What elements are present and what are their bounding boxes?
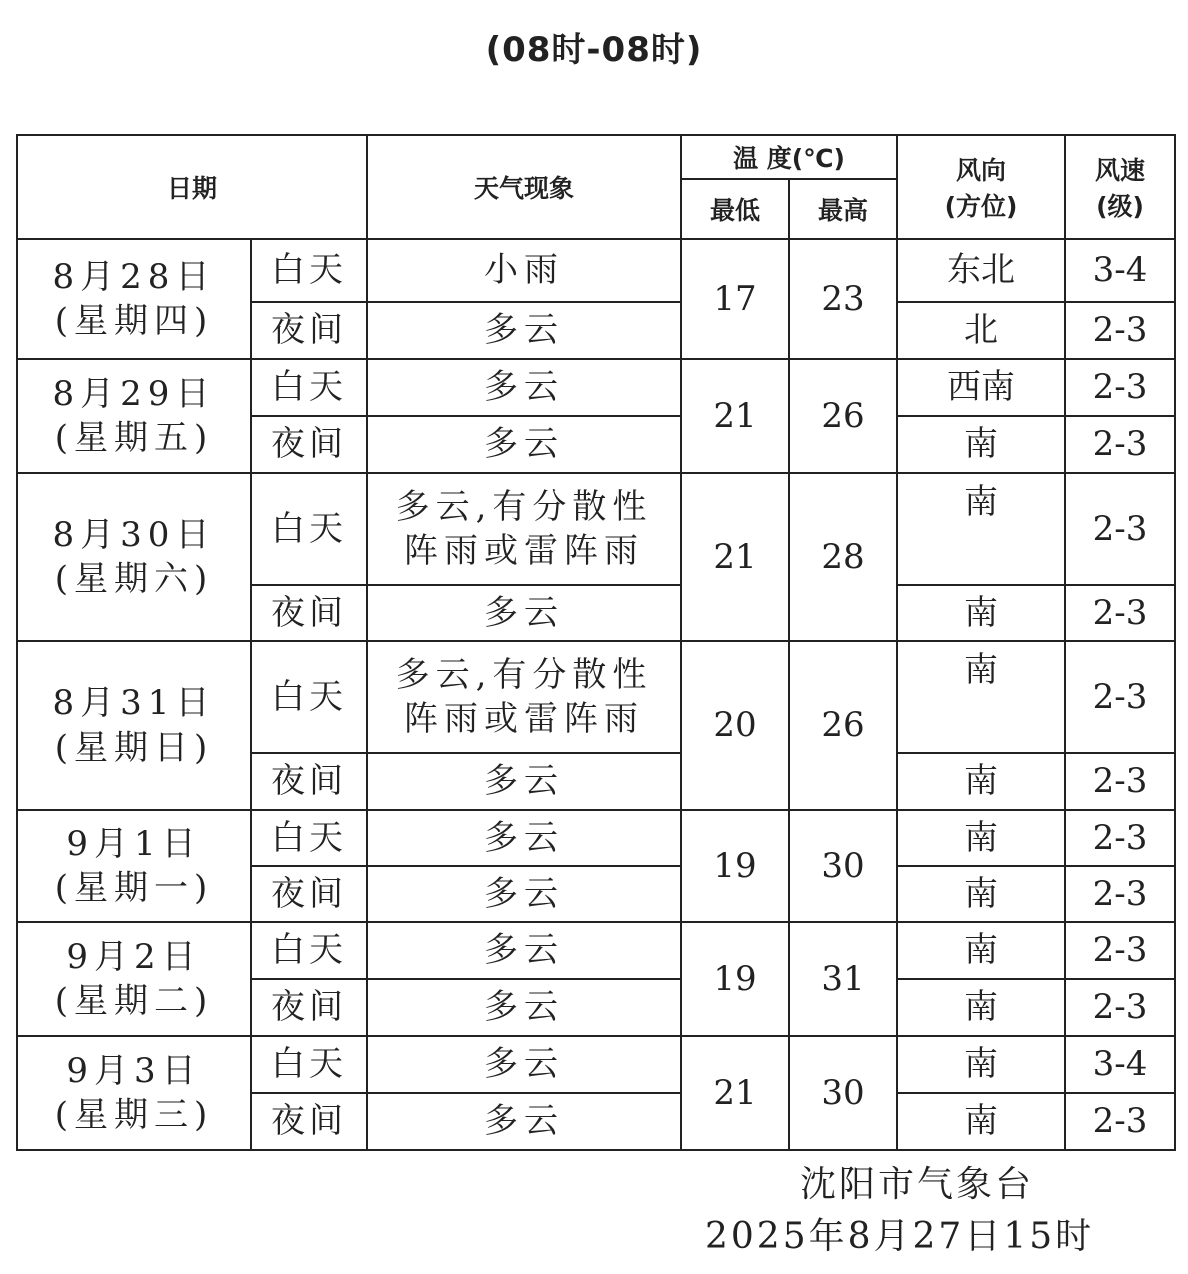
weather-cell: 多云	[367, 585, 681, 641]
wind-speed-cell: 2-3	[1065, 416, 1175, 473]
table-row	[17, 922, 1175, 979]
weather-cell: 多云	[367, 753, 681, 810]
max-temp-cell: 23	[789, 239, 897, 359]
max-temp-cell: 26	[789, 641, 897, 810]
period-night: 夜间	[251, 866, 367, 922]
period-night: 夜间	[251, 979, 367, 1036]
wind-speed-cell: 2-3	[1065, 359, 1175, 416]
wind-speed-cell: 2-3	[1065, 585, 1175, 641]
weekday-text: (星期四)	[54, 301, 214, 341]
period-night: 夜间	[251, 753, 367, 810]
min-temp-cell: 17	[681, 239, 789, 359]
weather-cell	[367, 641, 681, 753]
weather-cell: 多云	[367, 979, 681, 1036]
date-cell	[17, 922, 251, 1036]
date-text: 8月30日	[52, 514, 216, 555]
period-day: 白天	[251, 810, 367, 866]
weather-cell: 多云	[367, 359, 681, 416]
issuer-org: 沈阳市气象台	[800, 1164, 1035, 1205]
period-night: 夜间	[251, 416, 367, 473]
wind-direction-cell: 南	[897, 753, 1065, 810]
period-day: 白天	[251, 359, 367, 416]
weather-cell: 多云	[367, 1036, 681, 1093]
weather-cell	[367, 473, 681, 585]
period-day: 白天	[251, 922, 367, 979]
wind-speed-cell: 3-4	[1065, 1036, 1175, 1093]
min-temp-cell: 19	[681, 922, 789, 1036]
weather-cell: 多云	[367, 922, 681, 979]
weather-cell: 多云	[367, 810, 681, 866]
wind-direction-cell: 南	[897, 866, 1065, 922]
weekday-text: (星期日)	[54, 727, 214, 768]
table-row	[17, 359, 1175, 416]
table-row	[17, 641, 1175, 753]
date-cell	[17, 641, 251, 810]
max-temp-cell: 26	[789, 359, 897, 473]
min-temp-cell: 20	[681, 641, 789, 810]
wind-speed-cell: 2-3	[1065, 753, 1175, 810]
wind-direction-cell: 北	[897, 302, 1065, 359]
max-temp-cell: 30	[789, 810, 897, 922]
wind-direction-cell: 南	[897, 473, 1065, 585]
wind-speed-cell: 2-3	[1065, 641, 1175, 753]
header-wind-direction	[897, 135, 1065, 239]
header-min-temp: 最低	[681, 179, 789, 239]
wind-direction-cell: 南	[897, 979, 1065, 1036]
table-row	[17, 473, 1175, 585]
wind-direction-cell: 南	[897, 922, 1065, 979]
header-max-temp: 最高	[789, 179, 897, 239]
period-day: 白天	[251, 239, 367, 302]
weather-cell: 多云	[367, 866, 681, 922]
header-wind-speed-line1: 风速	[1095, 156, 1146, 185]
wind-speed-cell: 3-4	[1065, 239, 1175, 302]
max-temp-cell: 28	[789, 473, 897, 641]
date-text: 8月29日	[52, 373, 216, 414]
weather-line: 多云,有分散性	[395, 486, 653, 527]
wind-direction-cell: 南	[897, 416, 1065, 473]
wind-direction-cell: 南	[897, 810, 1065, 866]
table-row	[17, 1036, 1175, 1093]
period-day: 白天	[251, 641, 367, 753]
wind-speed-cell: 2-3	[1065, 866, 1175, 922]
min-temp-cell: 21	[681, 359, 789, 473]
weather-cell: 多云	[367, 416, 681, 473]
wind-speed-cell: 2-3	[1065, 810, 1175, 866]
header-weather: 天气现象	[367, 135, 681, 239]
date-cell	[17, 1036, 251, 1150]
weather-line: 阵雨或雷阵雨	[404, 699, 645, 739]
weekday-text: (星期二)	[54, 981, 214, 1021]
date-text: 9月3日	[66, 1050, 202, 1091]
date-cell	[17, 810, 251, 922]
wind-speed-cell: 2-3	[1065, 1093, 1175, 1150]
forecast-table	[16, 134, 1176, 1151]
wind-direction-cell: 东北	[897, 239, 1065, 302]
date-text: 9月2日	[66, 936, 202, 977]
date-cell	[17, 473, 251, 641]
table-row	[17, 239, 1175, 302]
date-text: 8月31日	[52, 683, 216, 724]
wind-speed-cell: 2-3	[1065, 979, 1175, 1036]
weekday-text: (星期六)	[54, 559, 214, 599]
wind-direction-cell: 南	[897, 585, 1065, 641]
weather-cell: 多云	[367, 302, 681, 359]
wind-direction-cell: 南	[897, 1093, 1065, 1150]
period-day: 白天	[251, 473, 367, 585]
min-temp-cell: 21	[681, 473, 789, 641]
max-temp-cell: 30	[789, 1036, 897, 1150]
wind-direction-cell: 西南	[897, 359, 1065, 416]
date-text: 9月1日	[66, 823, 202, 864]
header-wind-direction-line2: (方位)	[944, 192, 1018, 221]
weekday-text: (星期三)	[54, 1095, 214, 1135]
header-wind-direction-line1: 风向	[956, 156, 1007, 185]
period-day: 白天	[251, 1036, 367, 1093]
weekday-text: (星期一)	[54, 868, 214, 908]
wind-speed-cell: 2-3	[1065, 302, 1175, 359]
date-cell	[17, 239, 251, 359]
period-night: 夜间	[251, 302, 367, 359]
date-cell	[17, 359, 251, 473]
date-text: 8月28日	[52, 256, 216, 297]
period-night: 夜间	[251, 1093, 367, 1150]
weather-line: 阵雨或雷阵雨	[404, 531, 645, 571]
header-wind-speed	[1065, 135, 1175, 239]
min-temp-cell: 19	[681, 810, 789, 922]
min-temp-cell: 21	[681, 1036, 789, 1150]
wind-direction-cell: 南	[897, 1036, 1065, 1093]
wind-direction-cell: 南	[897, 641, 1065, 753]
wind-speed-cell: 2-3	[1065, 473, 1175, 585]
weather-line: 多云,有分散性	[395, 654, 653, 695]
weather-cell: 多云	[367, 1093, 681, 1150]
header-temperature: 温 度(℃)	[681, 135, 897, 179]
weekday-text: (星期五)	[54, 418, 214, 458]
page-title: (08时-08时)	[485, 30, 703, 70]
weather-cell: 小雨	[367, 239, 681, 302]
wind-speed-cell: 2-3	[1065, 922, 1175, 979]
max-temp-cell: 31	[789, 922, 897, 1036]
header-wind-speed-line2: (级)	[1096, 192, 1144, 221]
issue-time: 2025年8月27日15时	[705, 1216, 1095, 1257]
table-row	[17, 810, 1175, 866]
header-date: 日期	[17, 135, 367, 239]
period-night: 夜间	[251, 585, 367, 641]
